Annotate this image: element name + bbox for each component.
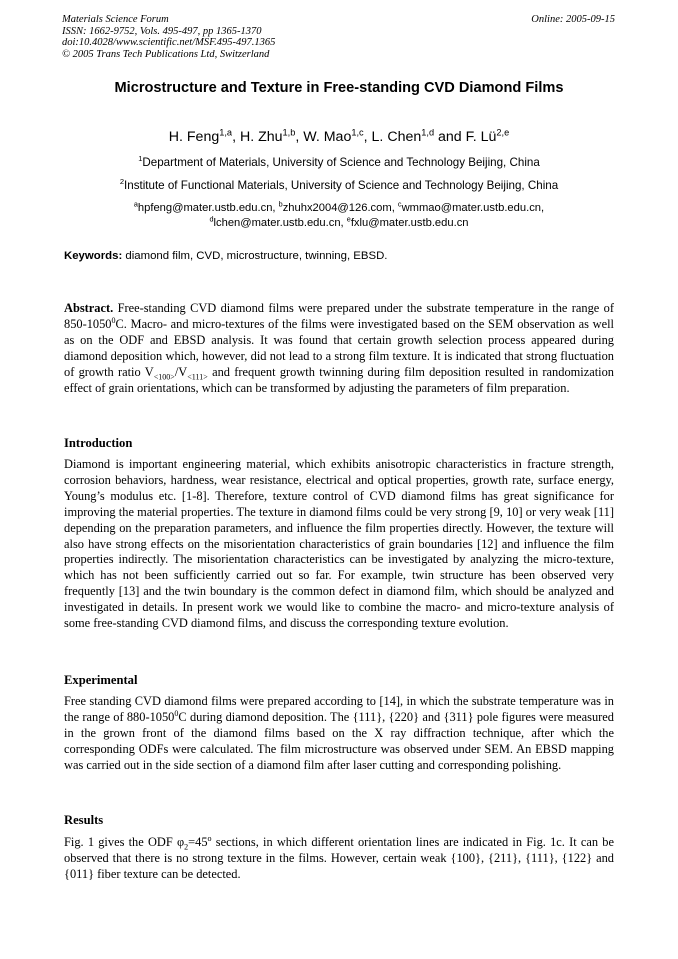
affiliation-2 (0, 179, 678, 192)
abstract-label: Abstract. (64, 301, 114, 315)
phi-sub: 2 (184, 842, 189, 852)
author-name: F. Lü (465, 129, 497, 145)
keywords-label: Keywords: (64, 250, 123, 262)
email-sup: e (346, 213, 351, 223)
author-affil-sup: 1,a (219, 127, 233, 138)
experimental-paragraph (64, 694, 614, 774)
author-list (0, 129, 678, 145)
email-sup: b (278, 199, 283, 209)
author-affil-sup: 1,c (351, 127, 364, 138)
results-paragraph (64, 835, 614, 883)
author-separator: , (363, 129, 372, 145)
email-sup: a (133, 199, 138, 209)
author-emails (0, 201, 678, 230)
email-sup: c (397, 199, 402, 209)
author-name: H. Zhu (239, 129, 283, 145)
degree-sup: 0 (174, 708, 179, 718)
paper-title: Microstructure and Texture in Free-standing CVD Diamond Films (114, 80, 564, 96)
introduction-paragraph: Diamond is important engineering material, which exhibits anisotropic characteristics in fracture strength, corrosion behaviors, hardness, wear resistance, electrical and optical properties, growth rate, surface energy, Young’s modulus etc. [1-8]. Therefore, texture control of CVD diamond films has great significance for improving the material properties. The texture in diamond films could be very strong [9, 10] or very weak [11] depending on the preparation parameters, and influence the film properties directly. However, the texture will also have strong effects on the misorientation characteristics of grain boundaries [12] and influence the film properties indirectly. The misorientation characteristics can be investigated by analyzing the micro-texture, which has not been sufficiently carried out so far. For example, twin structure has been observed very frequently [13] and the twin boundary is the common defect in diamond film, which should be analyzed and investigated in details. In present work we would like to combine the macro- and micro-texture analysis of some free-standing CVD diamond films, and discuss the corresponding texture evolution. (64, 457, 614, 631)
copyright-line: © 2005 Trans Tech Publications Ltd, Switzerland (62, 48, 270, 60)
journal-name: Materials Science Forum (62, 14, 169, 25)
author-separator: , (295, 129, 304, 145)
author-name: H. Feng (168, 129, 220, 145)
author-affil-sup: 1,d (421, 127, 435, 138)
keywords-text: diamond film, CVD, microstructure, twinning, EBSD. (122, 250, 388, 262)
affiliation-sup: 1 (138, 154, 143, 164)
affiliation-sup: 2 (119, 177, 125, 187)
results-text: Fig. 1 gives the ODF φ (64, 835, 185, 849)
introduction-heading: Introduction (64, 436, 133, 450)
degree-sup: 0 (111, 315, 116, 325)
issn-line: ISSN: 1662-9752, Vols. 495-497, pp 1365-1370 (62, 25, 262, 37)
author-affil-sup: 2,e (496, 127, 510, 138)
abstract-text: /V (174, 364, 188, 379)
affiliation-1 (0, 156, 678, 169)
author-name: W. Mao (303, 129, 352, 145)
results-text: =45 (188, 835, 208, 849)
affiliation-text: Institute of Functional Materials, University of Science and Technology Beijing, China (124, 179, 559, 192)
direction-sub: <100> (153, 372, 175, 382)
email-sup: d (209, 213, 214, 223)
email-link[interactable]: hpfeng@mater.ustb.edu.cn, (137, 202, 276, 214)
abstract-text: Free-standing CVD diamond films were prepared under the substrate temperature in the range of 850-1050 (64, 301, 614, 331)
author-affil-sup: 1,b (282, 127, 296, 138)
affiliation-text: Department of Materials, University of Science and Technology Beijing, China (142, 156, 540, 169)
author-name: L. Chen (371, 129, 422, 145)
results-text: sections, in which different orientation lines are indicated in Fig. 1c. It can be observed that there is no strong texture in the films. However, certain weak {100}, {211}, {111}, {122} and {011} fiber texture can be detected. (64, 835, 614, 881)
email-link[interactable]: zhuhx2004@126.com, (282, 202, 395, 214)
results-heading: Results (64, 813, 104, 827)
abstract-text: C. Macro- and micro-textures of the films were investigated based on the SEM observation as well as on the ODF and EBSD analysis. It was found that certain growth selection process appeared during diamond deposition which, however, did not lead to a strong film texture. It is indicated that strong fluctuation of growth ratio V (64, 316, 614, 379)
journal-header (62, 14, 275, 60)
online-date: Online: 2005-09-15 (531, 14, 615, 25)
direction-sub: <111> (187, 372, 208, 382)
experimental-text: C during diamond deposition. The {111}, {220} and {311} pole figures were measured in the grown front of the diamond films based on the X ray diffraction technique, after which the corresponding ODFs were calculated. The film microstructure was observed under SEM. An EBSD mapping was carried out in the side section of a diamond film after laser cutting and corresponding polishing. (64, 709, 615, 772)
experimental-heading: Experimental (64, 673, 138, 687)
keywords (64, 250, 387, 262)
email-line-1 (0, 201, 678, 216)
doi-line[interactable]: doi:10.4028/www.scientific.net/MSF.495-497.1365 (62, 37, 276, 49)
experimental-text: Free standing CVD diamond films were prepared according to [14], in which the substrate temperature was in the range of 880-1050 (64, 694, 614, 724)
abstract-text: and frequent growth twinning during film deposition resulted in randomization effect of grain orientations, which can be transformed by adjusting the parameters of film preparation. (64, 364, 615, 395)
email-link[interactable]: lchen@mater.ustb.edu.cn, (213, 216, 344, 229)
email-link[interactable]: fxlu@mater.ustb.edu.cn (350, 216, 469, 229)
degree-sup: o (207, 833, 212, 843)
author-separator: , (232, 129, 240, 145)
email-link[interactable]: wmmao@mater.ustb.edu.cn, (401, 202, 545, 214)
author-separator: and (434, 129, 466, 145)
abstract (64, 301, 614, 396)
email-line-2 (0, 213, 678, 231)
